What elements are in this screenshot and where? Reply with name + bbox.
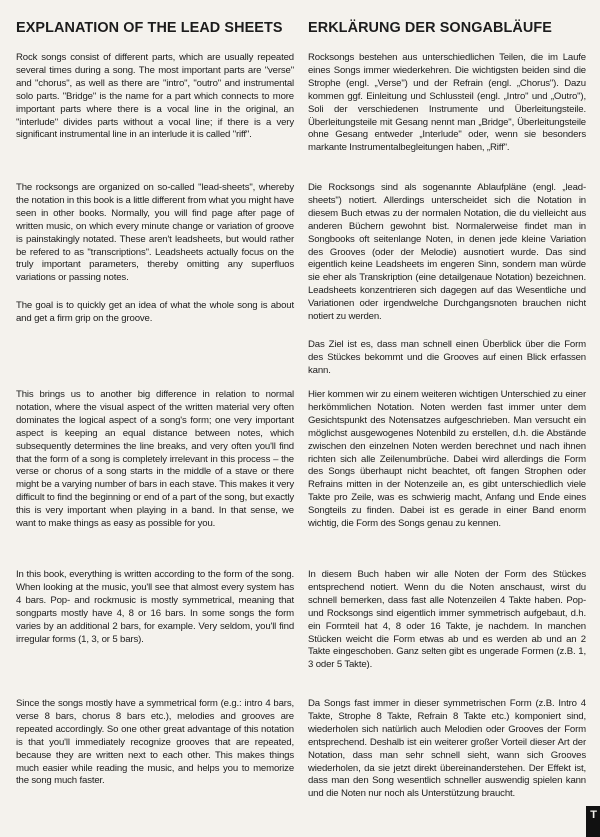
german-paragraph-notation-unterschied: Hier kommen wir zu einem weiteren wichtigen Unterschied zu einer herkömmlichen Notation. Noten werden fast immer unter dem Gesichtspunkt des Notensatzes aufgeschrieben. Man versucht ein möglichst ausgewogenes Notenbild zu erstellen, d.h. die Abstände zwischen den einzelnen Noten werden berechnet und nach ihnen richten sich alle Zeilenumbrüche. Dabei wird allerdings die Form des Songs überhaupt nicht beachtet, oft fangen Strophen oder Refrains mitten in der Notenzeile an, es gibt unterschiedlich viele Takte pro Zeile, was es schwierig macht, Anfang und Ende eines Songteils zu finden. Dabei ist es gerade in einer Band enorm wichtig, die Form des Songs genau zu kennen.	[308, 389, 586, 530]
english-paragraph-notation-difference: This brings us to another big difference in relation to normal notation, where the visual aspect of the written material very often dominates the logical aspect of a song's form; one very important aspect is keeping an equal distance between notes, which subsequently determines the line breaks, and very often you'll find that the form of a song is completely irrelevant in this process – the verse or chorus of a song starts in the middle of a stave or there might be a varying number of bars in each stave. This makes it very difficult to find the beginning or end of a part of the song, but exactly this is very important when playing in a band. In that sense, we want to make things as easy as possible for you.	[16, 389, 294, 530]
english-paragraph-goal: The goal is to quickly get an idea of what the whole song is about and get a firm grip on the groove.	[16, 300, 294, 324]
english-heading: EXPLANATION OF THE LEAD SHEETS	[16, 20, 283, 36]
page-tab-letter: T	[590, 809, 597, 821]
german-paragraph-songform: In diesem Buch haben wir alle Noten der Form des Stückes entsprechend notiert. Wenn du die Noten anschaust, wirst du schnell bemerken, dass fast alle Notenzeilen 4 Takte haben. Pop- und Rocksongs sind eigentlich immer symmetrisch aufgebaut, d.h. ein Formteil hat 4, 8 oder 16 Takte, je nachdem. In manchen Stücken weicht die Form etwas ab und es werden ab und an 2 Takte eingeschoben. Ganz selten gibt es ungerade Formen (z.B. 1, 3 oder 5 Takte).	[308, 569, 586, 671]
german-paragraph-symmetrie: Da Songs fast immer in dieser symmetrischen Form (z.B. Intro 4 Takte, Strophe 8 Takte, Refrain 8 Takte etc.) komponiert sind, wiederholen sich natürlich auch Melodien oder Grooves der Form entsprechend. Deshalb ist ein weiterer großer Vorteil dieser Art der Notation, dass man sehr schnell sieht, wann sich Grooves wiederholen, da sie jetzt direkt übereinanderstehen. Der Effekt ist, dass man den Song wesentlich schneller auswendig spielen kann und die Noten nur noch als Unterstützung braucht.	[308, 698, 586, 800]
german-paragraph-songteile: Rocksongs bestehen aus unterschiedlichen Teilen, die im Laufe eines Songs immer wiederkehren. Die wichtigsten beiden sind die Strophe (engl. „Verse") und der Refrain (engl. „Chorus"). Dazu kommen ggf. Einleitung und Schlussteil (engl. „Intro" und „Outro"), Soli der verschiedenen Instrumente und Überleitungsteile. Überleitungsteile mit Gesang nennt man „Bridge", Überleitungsteile ohne Gesang entweder „Interlude" oder, wenn sie besonders markante Instrumentalbegleitungen haben, „Riff".	[308, 52, 586, 154]
english-paragraph-song-form: In this book, everything is written according to the form of the song. When looking at the music, you'll see that almost every system has 4 bars. Pop- and rockmusic is mostly symmetrical, meaning that songparts mostly have 4, 8 or 16 bars. In some songs the form varies by an additional 2 bars, for example. Very seldom, you'll find irregular forms (1, 3, or 5 bars).	[16, 569, 294, 645]
english-paragraph-lead-sheets: The rocksongs are organized on so-called "lead-sheets", whereby the notation in this book is a little different from what you might have seen in other books. Normally, you will find page after page of written music, on which every minute change or variation of groove is painstakingly notated. These aren't leadsheets, but would rather be refered to as "transcriptions". Leadsheets actually focus on the truly important parameters, thereby omitting any superfluos variations or passing notes.	[16, 182, 294, 284]
german-heading: ERKLÄRUNG DER SONGABLÄUFE	[308, 20, 552, 36]
english-paragraph-symmetry: Since the songs mostly have a symmetrical form (e.g.: intro 4 bars, verse 8 bars, chorus 8 bars etc.), melodies and grooves are repeated accordingly. So one other great advantage of this notation is that you'll immediately recognize grooves that are repeated, because they are written next to each other. This makes things much easier while reading the music, and helps you to memorize the song much faster.	[16, 698, 294, 787]
english-paragraph-song-parts: Rock songs consist of different parts, which are usually repeated several times during a song. The most important parts are "verse" and "chorus", as well as there are "intro", "outro" and instrumental solo parts. "Bridge" is the name for a part which connects to more important parts where there is a vocal line in the original, an "interlude" divides parts without a vocal line; if there is a very significant instrumental line in an interlude it is called "riff".	[16, 52, 294, 141]
german-paragraph-ziel: Das Ziel ist es, dass man schnell einen Überblick über die Form des Stückes bekommt und die Grooves auf einen Blick erfassen kann.	[308, 339, 586, 376]
german-paragraph-leadsheets: Die Rocksongs sind als sogenannte Ablaufpläne (engl. „lead-sheets") notiert. Allerdings unterscheidet sich die Notation in diesem Buch etwas zu der normalen Notation, die du vielleicht aus anderen Büchern gewohnt bist. Normalerweise findet man in Songbooks oft seitenlange Noten, in denen jede kleine Variation des Grooves (oder der Melodie) ausnotiert wurde. Das sind eigentlich keine Leadsheets im engeren Sinn, sondern man würde sie eher als Transkription (eine detailgenaue Notation) bezeichnen. Leadsheets konzentrieren sich dagegen auf das Wesentliche und Variationen oder irgendwelche Durchgangsnoten brauchen nicht notiert zu werden.	[308, 182, 586, 323]
